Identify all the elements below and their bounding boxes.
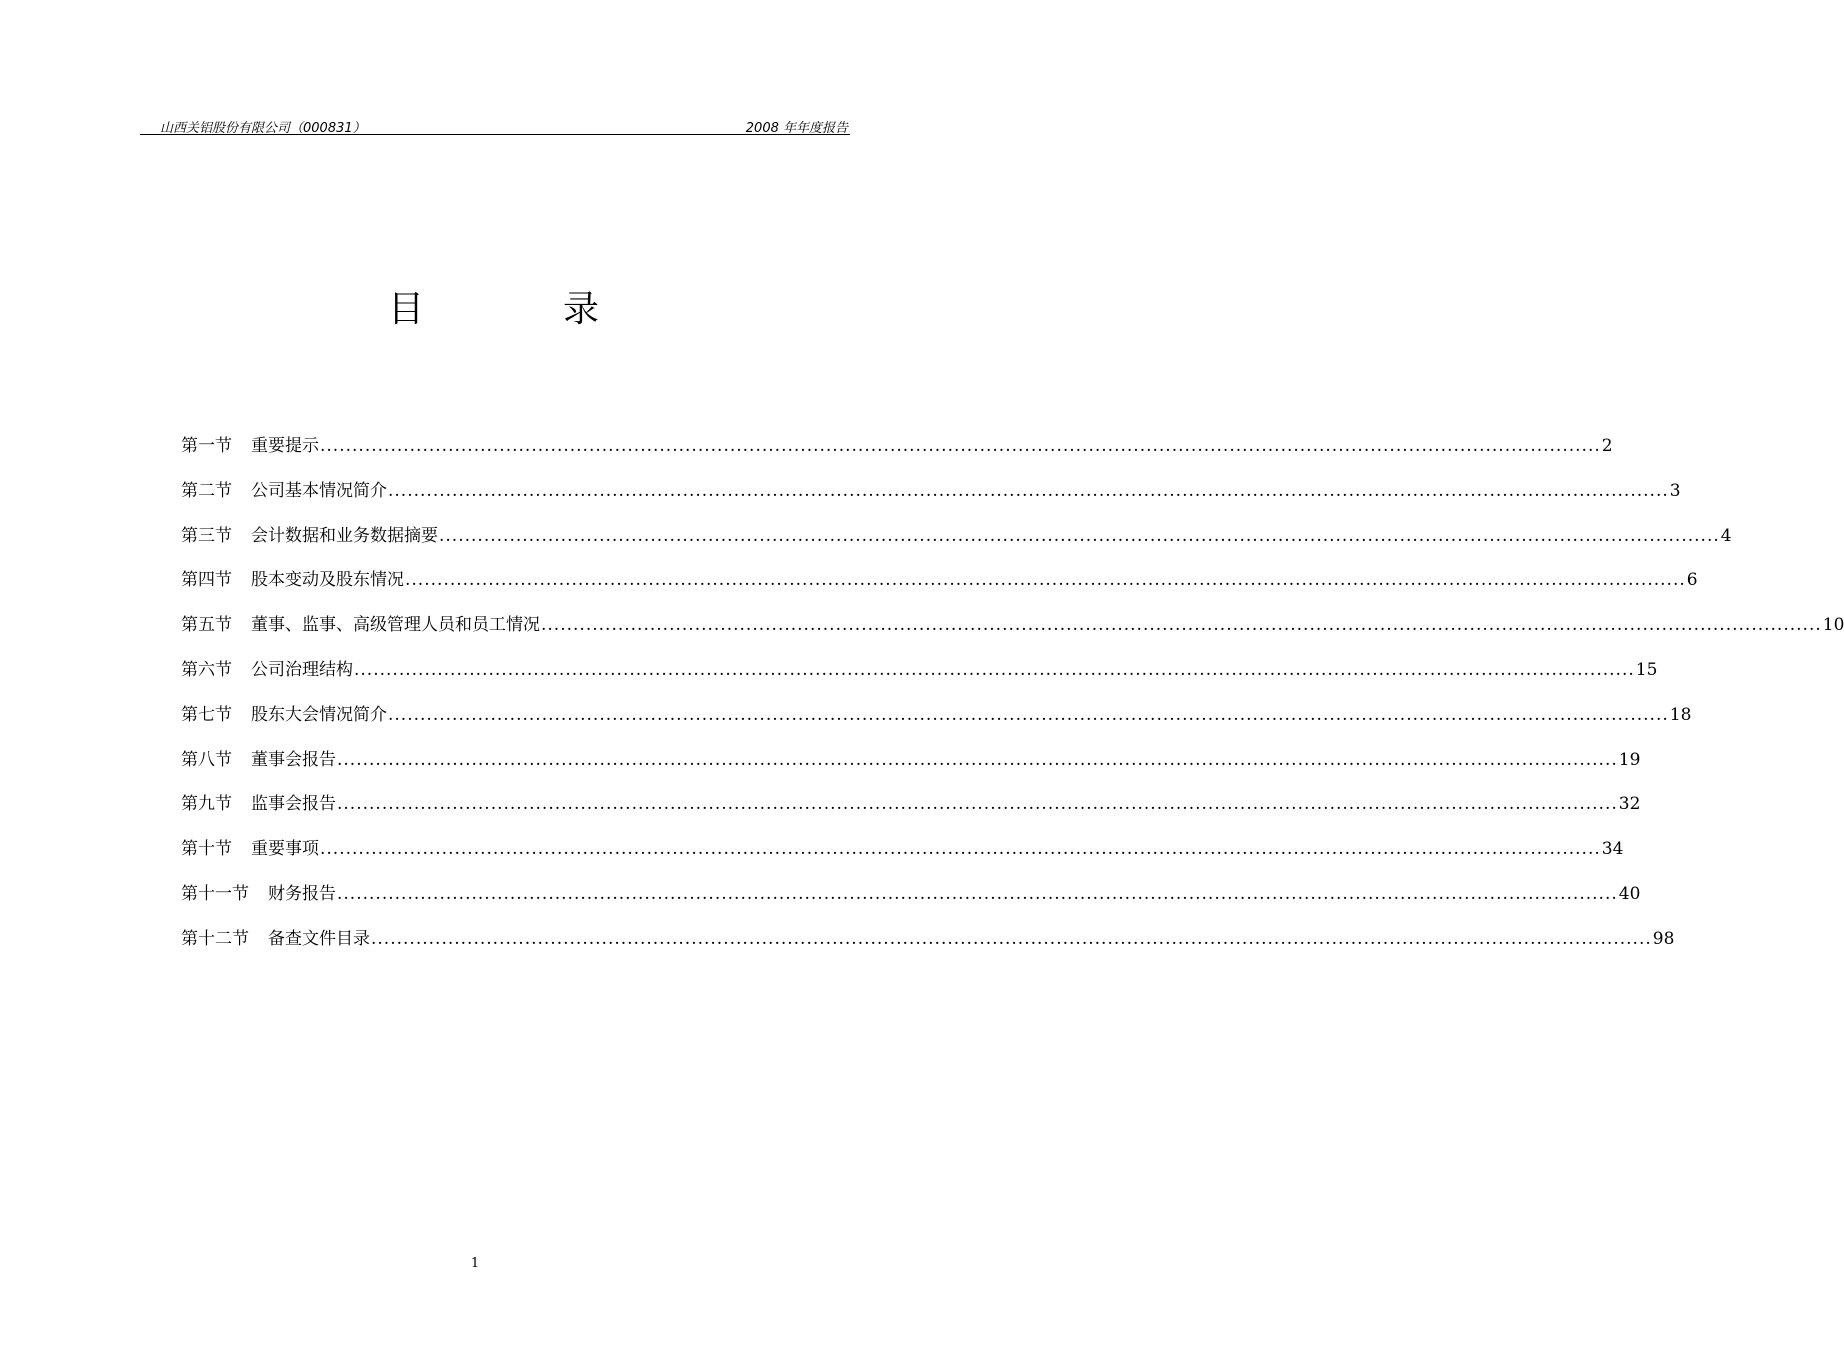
- toc-page-number: 19: [1618, 749, 1641, 770]
- toc-page-number: 2: [1601, 436, 1613, 456]
- header-company: 山西关铝股份有限公司（000831）: [160, 121, 366, 136]
- table-of-contents: [181, 433, 1844, 971]
- toc-page-number: 34: [1601, 839, 1624, 860]
- toc-dot-leader: ........................................................................................................................................................................................................: [337, 749, 1618, 770]
- toc-page-number: 6: [1686, 570, 1698, 591]
- title-char-2: 录: [563, 289, 600, 330]
- toc-section-title: 公司基本情况简介: [251, 480, 387, 501]
- page-header: [140, 115, 850, 135]
- toc-page-number: 32: [1618, 794, 1641, 815]
- toc-entry[interactable]: [181, 926, 1675, 971]
- toc-section-number: 第二节: [181, 480, 232, 501]
- toc-entry[interactable]: [181, 478, 1681, 523]
- toc-section-title: 董事会报告: [251, 749, 336, 770]
- toc-section-title: 会计数据和业务数据摘要: [251, 525, 438, 546]
- page-number: 1: [470, 1256, 480, 1271]
- toc-dot-leader: ........................................................................................................................................................................................................: [354, 659, 1635, 680]
- toc-section-title: 公司治理结构: [251, 659, 353, 680]
- toc-dot-leader: ........................................................................................................................................................................................................: [439, 525, 1720, 546]
- toc-section-title: 财务报告: [268, 883, 336, 904]
- toc-entry[interactable]: [181, 791, 1641, 836]
- toc-section-title: 股东大会情况简介: [251, 704, 387, 725]
- toc-section-title: 董事、监事、高级管理人员和员工情况: [251, 615, 540, 636]
- toc-dot-leader: ........................................................................................................................................................................................................: [388, 704, 1669, 725]
- toc-page-number: 15: [1635, 659, 1658, 680]
- toc-section-number: 第五节: [181, 615, 232, 636]
- page-title: [0, 288, 950, 338]
- toc-section-number: 第十二节: [181, 928, 249, 949]
- toc-section-number: 第九节: [181, 794, 232, 815]
- toc-dot-leader: ........................................................................................................................................................................................................: [405, 570, 1686, 591]
- toc-page-number: 18: [1669, 704, 1692, 725]
- header-report-title: 2008 年年度报告: [745, 121, 848, 136]
- toc-section-number: 第八节: [181, 749, 232, 770]
- toc-entry[interactable]: [181, 747, 1641, 792]
- toc-dot-leader: ........................................................................................................................................................................................................: [388, 480, 1669, 501]
- toc-section-number: 第十节: [181, 839, 232, 860]
- toc-dot-leader: ........................................................................................................................................................................................................: [337, 883, 1618, 904]
- toc-section-number: 第十一节: [181, 883, 249, 904]
- toc-section-title: 监事会报告: [251, 794, 336, 815]
- toc-section-number: 第七节: [181, 704, 232, 725]
- toc-dot-leader: ........................................................................................................................................................................................................: [371, 928, 1652, 949]
- toc-section-title: 备查文件目录: [268, 928, 370, 949]
- toc-entry[interactable]: [181, 881, 1641, 926]
- toc-section-title: 重要事项: [251, 839, 319, 860]
- toc-page-number: 40: [1618, 883, 1641, 904]
- toc-dot-leader: ........................................................................................................................................................................................................: [337, 794, 1618, 815]
- toc-entry[interactable]: [181, 523, 1732, 568]
- toc-section-title: 重要提示: [251, 436, 319, 456]
- toc-entry[interactable]: [181, 836, 1624, 881]
- toc-section-title: 股本变动及股东情况: [251, 570, 404, 591]
- toc-entry[interactable]: [181, 433, 1613, 478]
- toc-page-number: 3: [1669, 480, 1681, 501]
- toc-entry[interactable]: [181, 567, 1698, 612]
- toc-page-number: 98: [1652, 928, 1675, 949]
- toc-entry[interactable]: [181, 702, 1692, 747]
- toc-section-number: 第四节: [181, 570, 232, 591]
- toc-section-number: 第一节: [181, 436, 232, 456]
- title-char-1: 目: [388, 289, 425, 330]
- toc-section-number: 第三节: [181, 525, 232, 546]
- toc-dot-leader: ........................................................................................................................................................................................................: [320, 839, 1601, 860]
- toc-page-number: 10: [1822, 615, 1844, 636]
- toc-entry[interactable]: [181, 657, 1658, 702]
- toc-dot-leader: ........................................................................................................................................................................................................: [541, 615, 1822, 636]
- toc-page-number: 4: [1720, 525, 1732, 546]
- toc-entry[interactable]: [181, 612, 1844, 657]
- toc-section-number: 第六节: [181, 659, 232, 680]
- header-divider: [140, 134, 850, 135]
- toc-dot-leader: ........................................................................................................................................................................................................: [320, 436, 1601, 456]
